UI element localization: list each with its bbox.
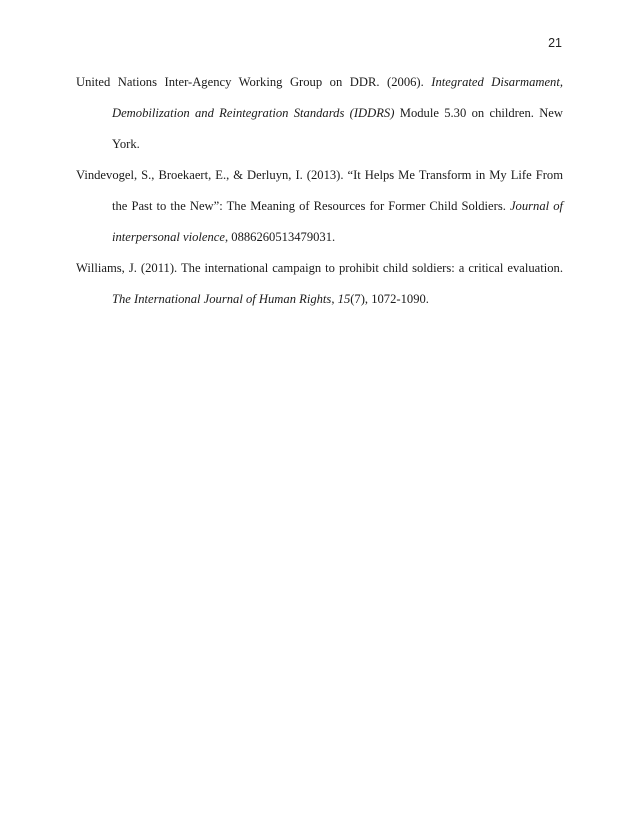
reference-entry-vindevogel: [76, 160, 563, 253]
reference-journal: Journal of interpersonal violence: [112, 199, 564, 244]
reference-text: United Nations Inter-Agency Working Group on DDR. (2006).: [76, 75, 432, 89]
reference-text: ,: [331, 292, 338, 306]
reference-text: (7), 1072-1090.: [350, 292, 429, 306]
reference-volume: 15: [337, 292, 351, 306]
reference-list: [76, 67, 563, 315]
reference-entry-un: [76, 67, 563, 160]
reference-title: Integrated Disarmament, Demobilization and Reintegration Standards (IDDRS): [112, 75, 563, 120]
reference-text: Williams, J. (2011). The international campaign to prohibit child soldiers: a critical evaluation.: [76, 261, 563, 275]
reference-text: Vindevogel, S., Broekaert, E., & Derluyn, I. (2013). “It Helps Me Transform in My Life From the Past to the New”: The Meaning of Resources for Former Child Soldiers.: [76, 168, 563, 213]
reference-text: , 0886260513479031.: [224, 230, 336, 244]
reference-text: Module 5.30 on children. New York.: [112, 106, 563, 151]
reference-entry-williams: [76, 253, 563, 315]
page-number: 21: [548, 36, 562, 50]
reference-journal: The International Journal of Human Rights: [112, 292, 332, 306]
